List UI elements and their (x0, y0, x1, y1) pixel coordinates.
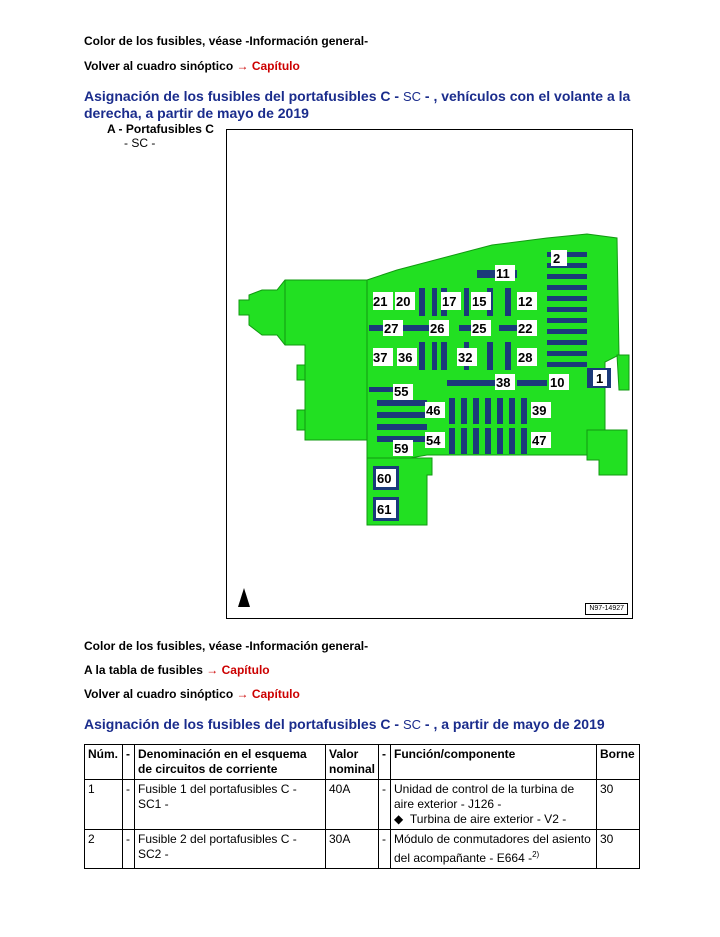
capitulo-link[interactable]: Capítulo (251, 687, 300, 701)
note-fuse-colors: Color de los fusibles, véase -Información general- (84, 34, 369, 48)
section-title-2: Asignación de los fusibles del portafusibles C - SC - , a partir de mayo de 2019 (84, 716, 605, 732)
cell-borne: 30 (597, 830, 640, 869)
fuse-label-27: 27 (384, 321, 399, 336)
cell-dash-2: - (379, 780, 391, 830)
fuse-label-25: 25 (472, 321, 487, 336)
label-portafusibles-c: A - Portafusibles C (107, 122, 214, 136)
fuse-label-10: 10 (550, 375, 565, 390)
col-valor: Valor nominal (326, 745, 379, 780)
col-num: Núm. (85, 745, 123, 780)
note-fuse-colors-2: Color de los fusibles, véase -Información general- (84, 639, 369, 653)
cell-funcion (391, 780, 597, 830)
bullet-icon: ◆ (394, 812, 410, 826)
fuse-label-17: 17 (442, 294, 457, 309)
north-arrow-icon (238, 588, 250, 607)
fuse-holder-svg (227, 130, 632, 618)
cell-valor: 30A (326, 830, 379, 869)
fuse-holder-diagram (226, 129, 633, 619)
cell-dash-2: - (379, 830, 391, 869)
fuse-label-2: 2 (553, 251, 561, 266)
col-dash: - (123, 745, 135, 780)
back-to-overview-2[interactable]: Volver al cuadro sinóptico → Capítulo (84, 687, 300, 701)
figure-number: N97-14927 (585, 603, 628, 615)
col-denominacion: Denominación en el esquema de circuitos de corriente (135, 745, 326, 780)
footnote-ref: 2) (532, 850, 540, 859)
fuse-label-39: 39 (532, 403, 547, 418)
cell-num: 2 (85, 830, 123, 869)
fuse-label-22: 22 (518, 321, 533, 336)
cell-dash: - (123, 830, 135, 869)
funcion-bullet-item: ◆ Turbina de aire exterior - V2 - (394, 812, 567, 826)
cell-funcion: Módulo de conmutadores del asiento del acompañante - E664 -$^{2)}$ (391, 830, 597, 869)
table-row (85, 830, 640, 869)
cell-num: 1 (85, 780, 123, 830)
fuse-label-28: 28 (518, 350, 533, 365)
fuse-label-47: 47 (532, 433, 547, 448)
arrow-icon: → (206, 663, 219, 677)
table-header-row (85, 745, 640, 780)
fuse-label-12: 12 (518, 294, 533, 309)
capitulo-link[interactable]: Capítulo (251, 59, 300, 73)
cell-valor: 40A (326, 780, 379, 830)
col-borne: Borne (597, 745, 640, 780)
cell-denominacion: Fusible 1 del portafusibles C - SC1 - (135, 780, 326, 830)
fuse-label-46: 46 (426, 403, 441, 418)
table-row (85, 780, 640, 830)
cell-borne: 30 (597, 780, 640, 830)
fuse-label-11: 11 (496, 266, 510, 281)
label-sc: - SC - (124, 136, 156, 150)
fuse-label-38: 38 (496, 375, 511, 390)
capitulo-link[interactable]: Capítulo (221, 663, 270, 677)
fuse-label-32: 32 (458, 350, 473, 365)
fuse-label-54: 54 (426, 433, 441, 448)
arrow-icon: → (236, 59, 249, 73)
fuse-label-61: 61 (377, 502, 392, 517)
fuse-label-20: 20 (396, 294, 411, 309)
fuse-label-37: 37 (373, 350, 388, 365)
fuse-label-15: 15 (472, 294, 487, 309)
arrow-icon: → (236, 687, 249, 701)
fuse-label-26: 26 (430, 321, 445, 336)
fuse-label-59: 59 (394, 441, 409, 456)
fuse-label-55: 55 (394, 384, 409, 399)
cell-denominacion: Fusible 2 del portafusibles C - SC2 - (135, 830, 326, 869)
fuse-label-1: 1 (596, 371, 604, 386)
section-title-1: Asignación de los fusibles del portafusibles C - SC - , vehículos con el volante a la derecha, a partir de mayo de 2019 (84, 88, 631, 121)
back-to-overview[interactable]: Volver al cuadro sinóptico → Capítulo (84, 59, 300, 73)
fuse-label-36: 36 (398, 350, 413, 365)
fuse-label-21: 21 (373, 294, 388, 309)
to-fuse-table[interactable]: A la tabla de fusibles → Capítulo (84, 663, 270, 677)
fuse-label-60: 60 (377, 471, 392, 486)
fuse-table (84, 744, 640, 869)
col-funcion: Función/componente (391, 745, 597, 780)
cell-dash: - (123, 780, 135, 830)
col-dash-2: - (379, 745, 391, 780)
funcion-text: Unidad de control de la turbina de aire exterior - J126 - (394, 782, 575, 811)
